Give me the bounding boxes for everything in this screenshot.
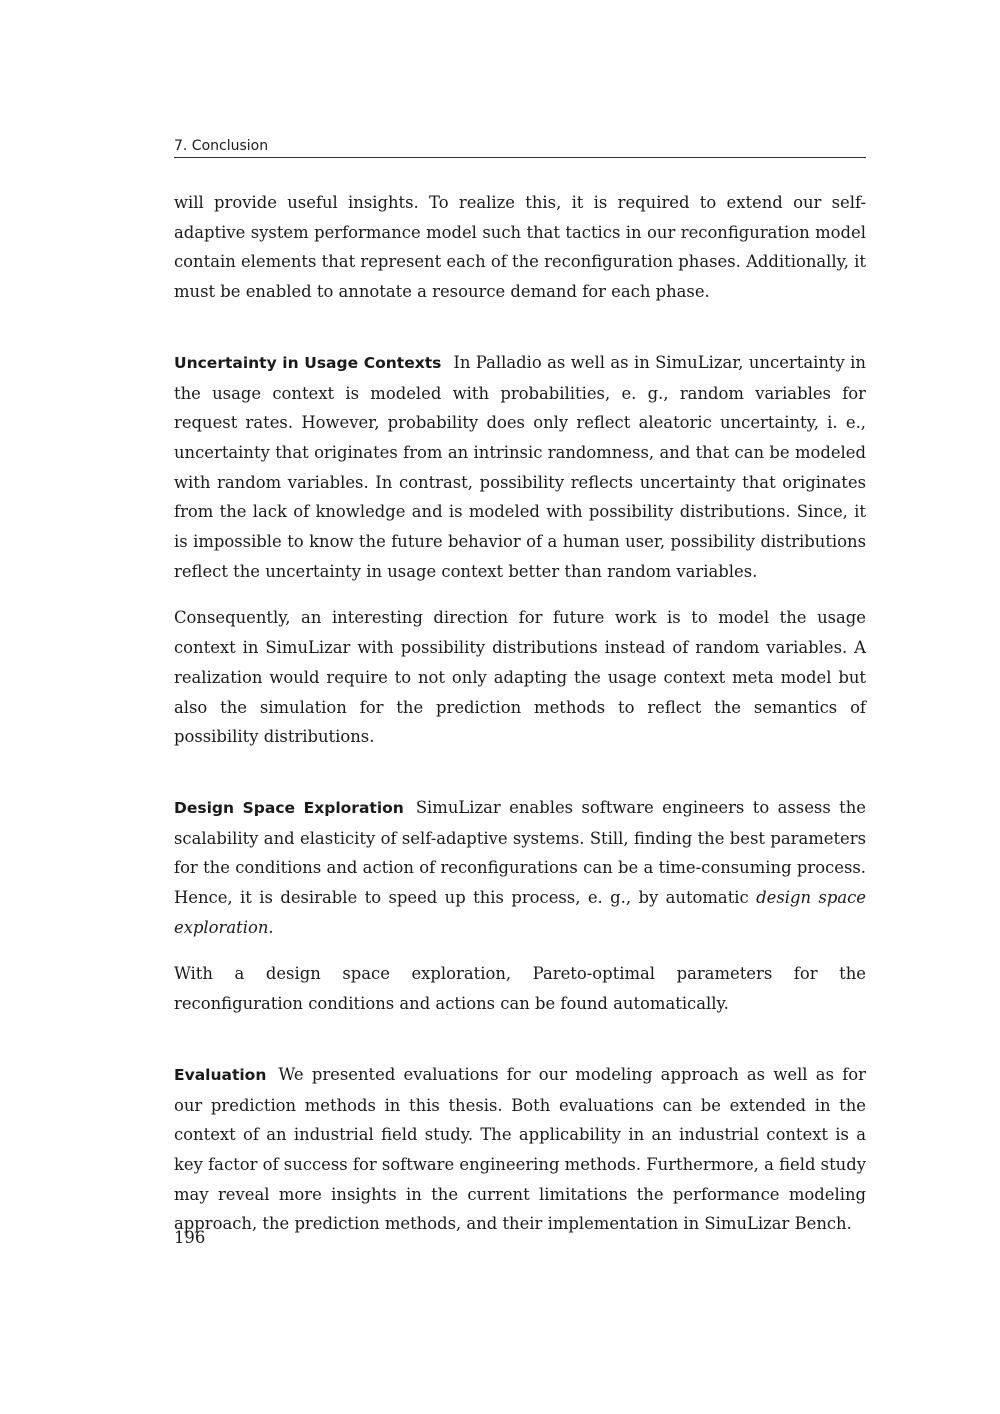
paragraph-text-design-space: SimuLizar enables software engineers to assess the scalability and elasticity of self-adaptive systems. Still, finding the best parameters for the conditions and action of reconfigurations can be a time-consuming process. Hence, it is desirable to speed up this process, e. g., by automatic (174, 797, 866, 908)
sentence-end: . (268, 917, 274, 937)
paragraph-uncertainty (174, 348, 866, 587)
page-number: 196 (174, 1228, 206, 1247)
running-head: 7. Conclusion (174, 137, 866, 158)
paragraph-evaluation (174, 1060, 866, 1239)
paragraph-text-evaluation: We presented evaluations for our modeling approach as well as for our prediction methods in this thesis. Both evaluations can be extended in the context of an industrial field study. The applicability in an industrial context is a key factor of success for software engineering methods. Furthermore, a field study may reveal more insights in the current limitations the performance modeling approach, the prediction methods, and their implementation in SimuLizar Bench. (174, 1064, 866, 1234)
paragraph-heading-uncertainty: Uncertainty in Usage Contexts (174, 353, 442, 372)
body-text (174, 188, 866, 1256)
paragraph-heading-evaluation: Evaluation (174, 1065, 267, 1084)
paragraph-continuation: will provide useful insights. To realize this, it is required to extend our self-adaptive system performance model such that tactics in our reconfiguration model contain elements that represent each of the reconfiguration phases. Additionally, it must be enabled to annotate a resource demand for each phase. (174, 193, 866, 302)
paragraph-design-space (174, 793, 866, 943)
paragraph-pareto: With a design space exploration, Pareto-optimal parameters for the reconfiguration conditions and actions can be found automatically. (174, 964, 866, 1014)
paragraph-future-work: Consequently, an interesting direction for future work is to model the usage context in SimuLizar with possibility distributions instead of random variables. A realization would require to not only adapting the usage context meta model but also the simulation for the prediction methods to reflect the semantics of possibility distributions. (174, 608, 866, 747)
emphasis-design-space-exploration: design space exploration (174, 888, 866, 937)
paragraph-heading-design-space: Design Space Exploration (174, 798, 404, 817)
page (174, 0, 866, 1414)
paragraph-text-uncertainty: In Palladio as well as in SimuLizar, uncertainty in the usage context is modeled with probabilities, e. g., random variables for request rates. However, probability does only reflect aleatoric uncertainty, i. e., uncertainty that originates from an intrinsic randomness, and that can be modeled with random variables. In contrast, possibility reflects uncertainty that originates from the lack of knowledge and is modeled with possibility distributions. Since, it is impossible to know the future behavior of a human user, possibility distributions reflect the uncertainty in usage context better than random variables. (174, 352, 866, 581)
